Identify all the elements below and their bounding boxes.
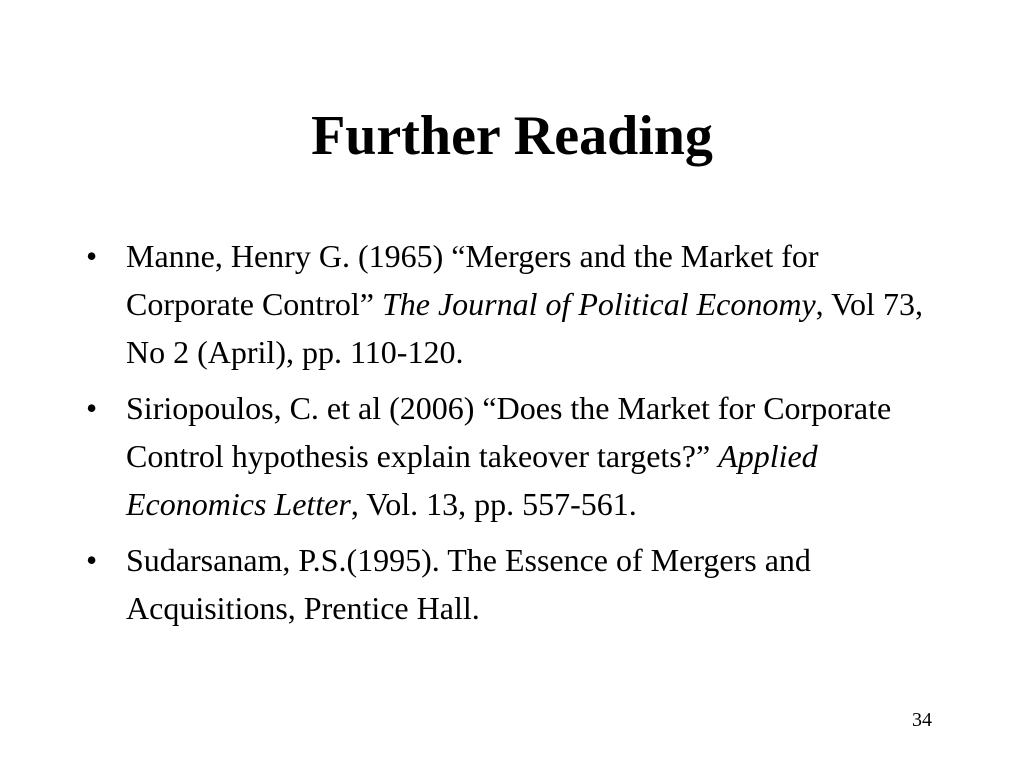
reading-item-siriopoulos (86, 384, 946, 528)
reading-text: Sudarsanam, P.S.(1995). The Essence of Mergers and Acquisitions, Prentice Hall. (126, 542, 811, 626)
page-number: 34 (912, 709, 932, 731)
reading-item-sudarsanam (86, 536, 946, 632)
journal-title: The Journal of Political Economy (381, 286, 816, 322)
reading-text: Manne, Henry G. (1965) “Mergers and the Market for Corporate Control” (126, 238, 819, 322)
bullet-icon: • (86, 238, 98, 274)
bullet-icon: • (86, 390, 98, 426)
slide-title: Further Reading (311, 105, 713, 167)
reading-text: Siriopoulos, C. et al (2006) “Does the Market for Corporate Control hypothesis explain takeover targets?” (126, 390, 892, 474)
reading-list (86, 232, 946, 640)
journal-title: Applied Economics Letter (126, 438, 818, 522)
reading-text-tail: , Vol 73, No 2 (April), pp. 110-120. (126, 286, 923, 370)
reading-item-manne (86, 232, 946, 376)
bullet-icon: • (86, 542, 98, 578)
reading-text-tail: , Vol. 13, pp. 557-561. (350, 486, 637, 522)
